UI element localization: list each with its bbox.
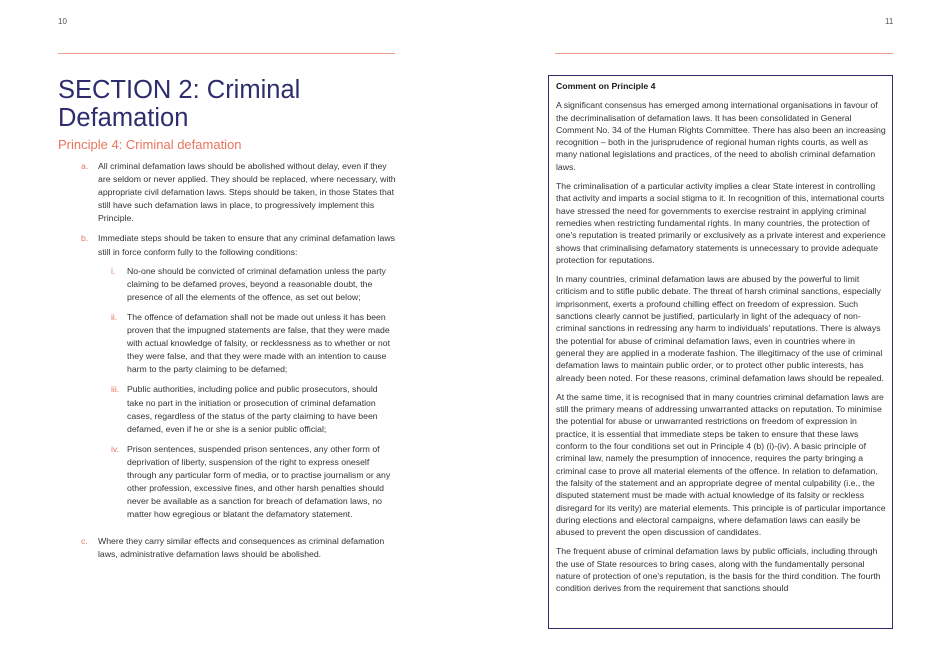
- comment-paragraph: In many countries, criminal defamation laws are abused by the powerful to limit criticism and to stifle public debate. The threat of harsh criminal sanctions, especially imprisonment, exerts a profound chilling effect on freedom of expression. Such sanctions clearly cannot be justified, particularly in light of the adequacy of non-criminal sanctions in redressing any harm to individuals' reputations. There is always the potential for abuse of criminal defamation laws, even in countries where in general they are applied in a moderate fashion. The illegitimacy of the use of criminal defamation laws to maintain public order, or to protect other public interests, has already been noted. For these reasons, criminal defamation laws should be repealed.: [556, 274, 884, 383]
- sublist-marker: ii.: [111, 311, 118, 322]
- list-marker: b.: [81, 233, 89, 244]
- right-page: [475, 0, 950, 672]
- list-marker: c.: [81, 536, 88, 547]
- page-number-right: 11: [885, 17, 894, 26]
- sublist-item: [111, 265, 396, 304]
- page-number-left: 10: [58, 17, 67, 26]
- conditions-sublist: [111, 265, 396, 522]
- list-item: [81, 535, 396, 561]
- list-item-text: All criminal defamation laws should be abolished without delay, even if they are seldom or never applied. They should be replaced, where necessary, with appropriate civil defamation laws. Steps should be taken, in those States that still have such defamation laws in place, to progressively implement this Principle.: [98, 161, 396, 224]
- principle-list: [81, 160, 396, 569]
- sublist-item-text: Public authorities, including police and public prosecutors, should take no part in the initiation or prosecution of criminal defamation cases, regardless of the status of the party claiming to have been defamed, even if he or she is a senior public official;: [127, 384, 378, 434]
- comment-paragraph: The criminalisation of a particular activity implies a clear State interest in controlling that activity and imparts a social stigma to it. In recognition of this, international courts have stressed the need for governments to exercise restraint in applying criminal remedies when restricting fundamental rights. In many countries, the protection of one's reputation is treated primarily or exclusively as a private interest and experience shows that criminalising defamatory statements is unnecessary to provide adequate protection for reputations.: [556, 181, 886, 265]
- comment-box: [548, 75, 893, 629]
- list-item-text: Immediate steps should be taken to ensure that any criminal defamation laws still in force conform fully to the following conditions:: [98, 233, 395, 257]
- list-item: [81, 232, 396, 528]
- sublist-marker: iii.: [111, 384, 120, 395]
- comment-title: Comment on Principle 4: [556, 81, 656, 91]
- sublist-marker: iv.: [111, 443, 120, 454]
- sublist-item: [111, 311, 396, 376]
- sublist-item: [111, 443, 396, 522]
- sublist-item: [111, 383, 396, 435]
- list-marker: a.: [81, 161, 89, 171]
- header-rule-right: [555, 53, 893, 54]
- list-item-text: Where they carry similar effects and consequences as criminal defamation laws, administrative defamation laws should be abolished.: [98, 536, 385, 560]
- sublist-item-text: Prison sentences, suspended prison sentences, any other form of deprivation of liberty, suspension of the right to express oneself through any particular form of media, or to practise journalism or any other profession, excessive fines, and other harsh penalties should never be available as a sanction for breach of defamation laws, no matter how egregious or blatant the defamatory statement.: [127, 443, 391, 520]
- comment-paragraph: The frequent abuse of criminal defamation laws by public officials, including through the use of State resources to bring cases, along with the fundamentally personal nature of protection of one's reputation, is the basis for the third condition. The fourth condition derives from the requirement that sanctions should: [556, 546, 881, 594]
- header-rule-left: [58, 53, 395, 54]
- section-title: SECTION 2: Criminal Defamation: [58, 76, 301, 132]
- principle-title: Principle 4: Criminal defamation: [58, 137, 242, 152]
- comment-paragraph: At the same time, it is recognised that in many countries criminal defamation laws are still the primary means of addressing unwarranted attacks on reputation. To minimise the potential for abuse or unwarranted restrictions on freedom of expression in practice, it is essential that immediate steps be taken to ensure that these laws conform to the four conditions set out in Principle 4 (b) (i)-(iv). A basic principle of criminal law, namely the presumption of innocence, requires the party bringing a criminal case to prove all material elements of the offence. In relation to defamation, the falsity of the statement and an appropriate degree of mental culpability (i.e., the disputed statement must be made with actual knowledge of its falsity or reckless disregard for its verity) are material elements. This principle is of particular importance during elections and electoral campaigns, where defamation laws can easily be abused to prevent the open discussion of candidates.: [556, 391, 886, 538]
- sublist-marker: i.: [111, 265, 116, 276]
- comment-paragraph: A significant consensus has emerged among international organisations in favour of the decriminalisation of defamation laws. It has been consolidated in General Comment No. 34 of the Human Rights Committee. There has also been an increasing recognition – both in the jurisprudence of regional human rights courts, as well as many national legislations and practices, of the need to abolish criminal defamation laws.: [556, 100, 886, 172]
- list-item: [81, 160, 396, 225]
- sublist-item-text: No-one should be convicted of criminal defamation unless the party claiming to be defamed proves, beyond a reasonable doubt, the presence of all the elements of the offence, as set out below;: [127, 265, 386, 302]
- sublist-item-text: The offence of defamation shall not be made out unless it has been proven that the impugned statements are false, that they were made with actual knowledge of falsity, or recklessness as to whether or not they were false, and that they were made with an intention to cause harm to the party claiming to be defamed;: [127, 311, 391, 375]
